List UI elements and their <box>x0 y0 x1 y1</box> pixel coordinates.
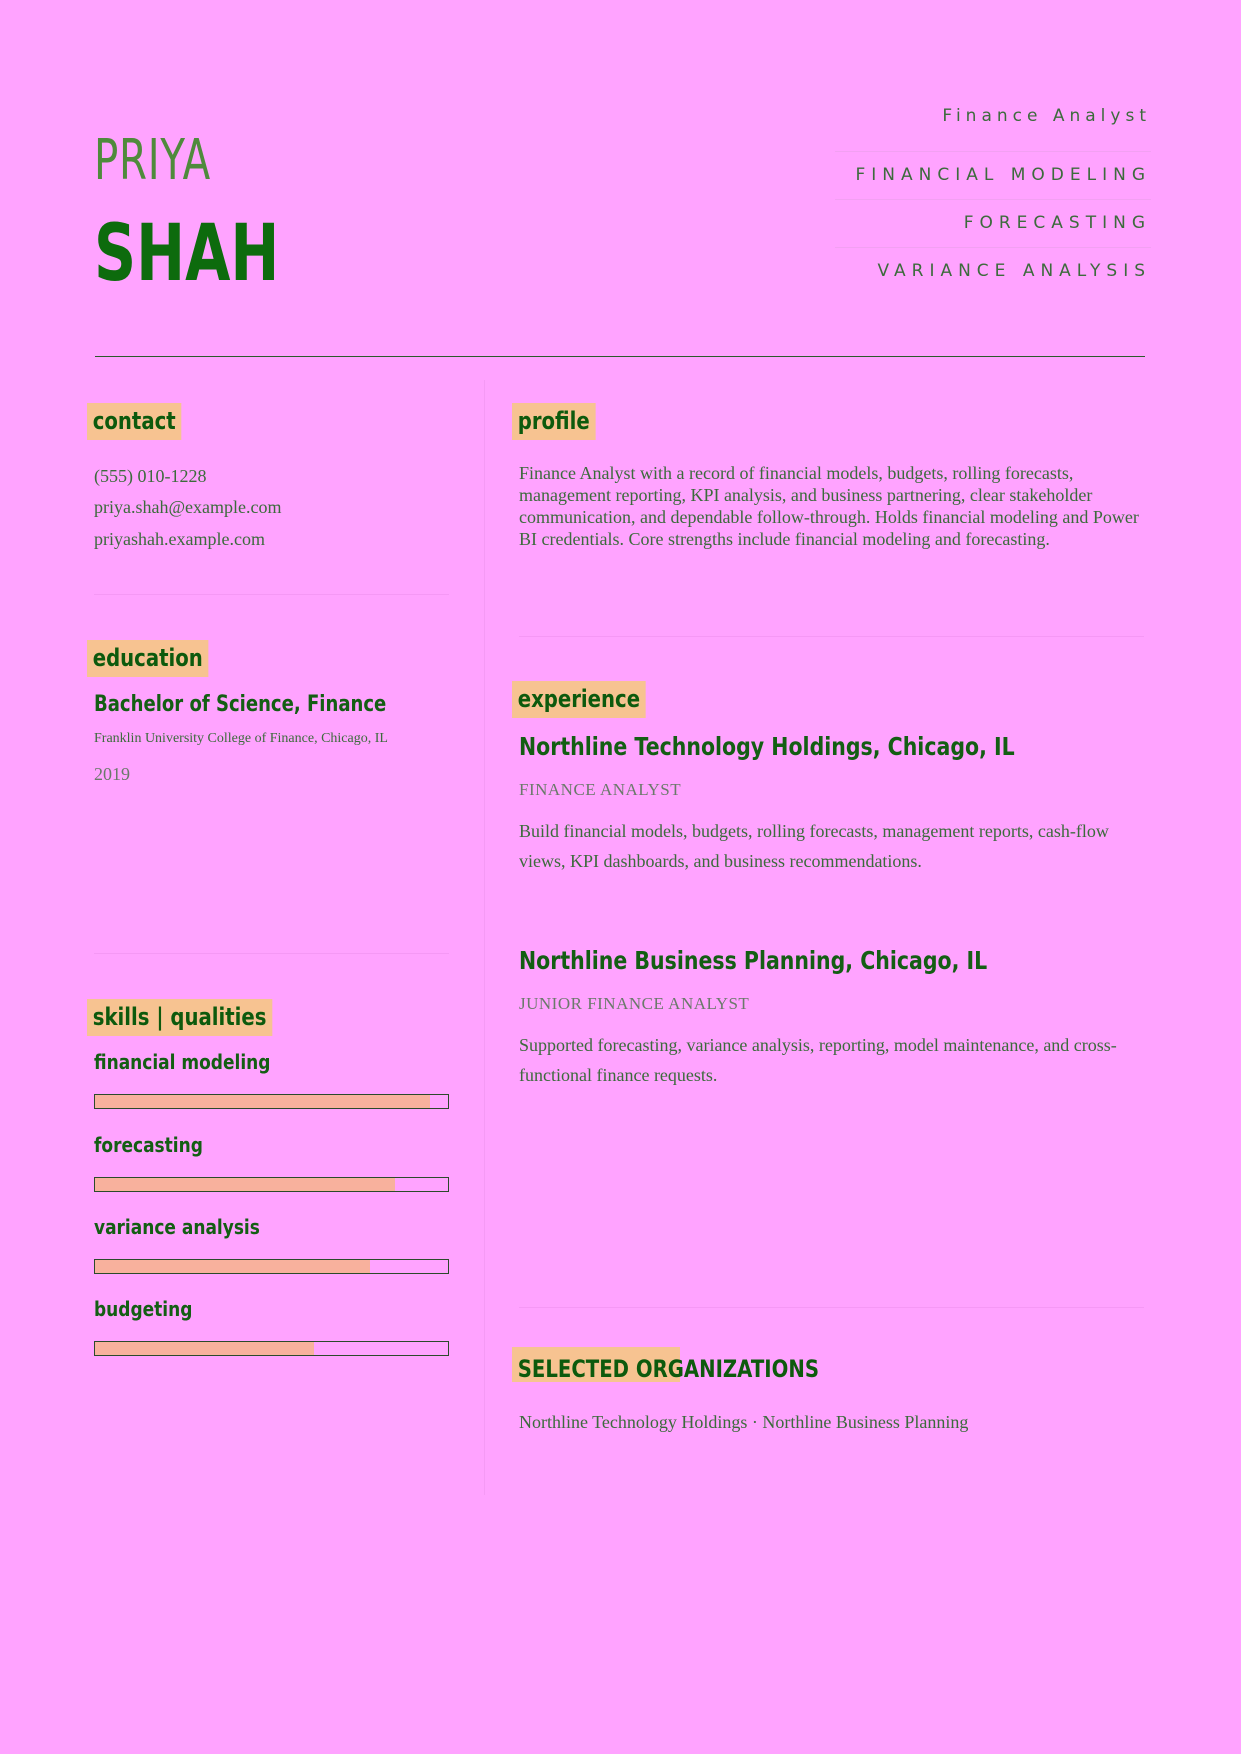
header-divider <box>95 356 1145 357</box>
skill-bar <box>94 1341 449 1356</box>
job-description: Supported forecasting, variance analysis, reporting, model maintenance, and cross-functional finance requests. <box>519 1035 1117 1085</box>
contact-heading: contact <box>87 403 181 440</box>
skill-name: forecasting <box>94 1133 203 1157</box>
tag-skill-3: VARIANCE ANALYSIS <box>877 261 1151 281</box>
last-name: SHAH <box>94 209 280 299</box>
section-divider <box>519 636 1144 637</box>
skills-heading: skills | qualities <box>87 999 272 1036</box>
skill-name: financial modeling <box>94 1050 271 1074</box>
tag-skill-1: FINANCIAL MODELING <box>835 152 1151 200</box>
profile-heading: profile <box>512 403 595 440</box>
job-description: Build financial models, budgets, rolling forecasts, management reports, cash-flow views, KPI dashboards, and business recommendations. <box>519 821 1109 871</box>
skill-bar <box>94 1259 449 1274</box>
organizations-list: Northline Technology Holdings · Northline Business Planning <box>519 1412 969 1432</box>
header-tags <box>835 106 1151 295</box>
profile-text: Finance Analyst with a record of financial models, budgets, rolling forecasts, management reporting, KPI analysis, and business partnering, clear stakeholder communication, and dependable follow-through. Holds financial modeling and Power BI credentials. Core strengths include financial modeling and forecasting. <box>519 463 1139 549</box>
job-company: Northline Technology Holdings, Chicago, IL <box>519 732 1015 761</box>
skill-bar <box>94 1177 449 1192</box>
organizations-heading: SELECTED ORGANIZATIONS <box>517 1355 820 1383</box>
education-heading: education <box>87 640 209 677</box>
job-company: Northline Business Planning, Chicago, IL <box>519 946 988 975</box>
contact-phone: (555) 010-1228 <box>94 466 207 486</box>
tag-job-title: Finance Analyst <box>835 106 1151 152</box>
skill-bar-fill <box>95 1342 314 1355</box>
skill-name: budgeting <box>94 1297 193 1321</box>
section-divider <box>94 594 449 595</box>
education-school: Franklin University College of Finance, Chicago, IL <box>94 731 388 746</box>
skill-bar-fill <box>95 1095 430 1108</box>
skill-name: variance analysis <box>94 1215 260 1239</box>
first-name: PRIYA <box>94 128 211 193</box>
section-divider <box>519 1307 1144 1308</box>
section-divider <box>94 953 449 954</box>
tag-skill-2: FORECASTING <box>835 200 1151 248</box>
job-role: FINANCE ANALYST <box>519 780 682 799</box>
contact-website: priyashah.example.com <box>94 529 265 549</box>
education-degree: Bachelor of Science, Finance <box>94 692 387 717</box>
education-year: 2019 <box>94 764 130 784</box>
experience-heading: experience <box>512 681 646 718</box>
skill-bar <box>94 1094 449 1109</box>
skill-bar-fill <box>95 1178 395 1191</box>
contact-email: priya.shah@example.com <box>94 497 282 517</box>
skill-bar-fill <box>95 1260 370 1273</box>
job-role: JUNIOR FINANCE ANALYST <box>519 994 750 1013</box>
column-divider <box>484 380 485 1495</box>
